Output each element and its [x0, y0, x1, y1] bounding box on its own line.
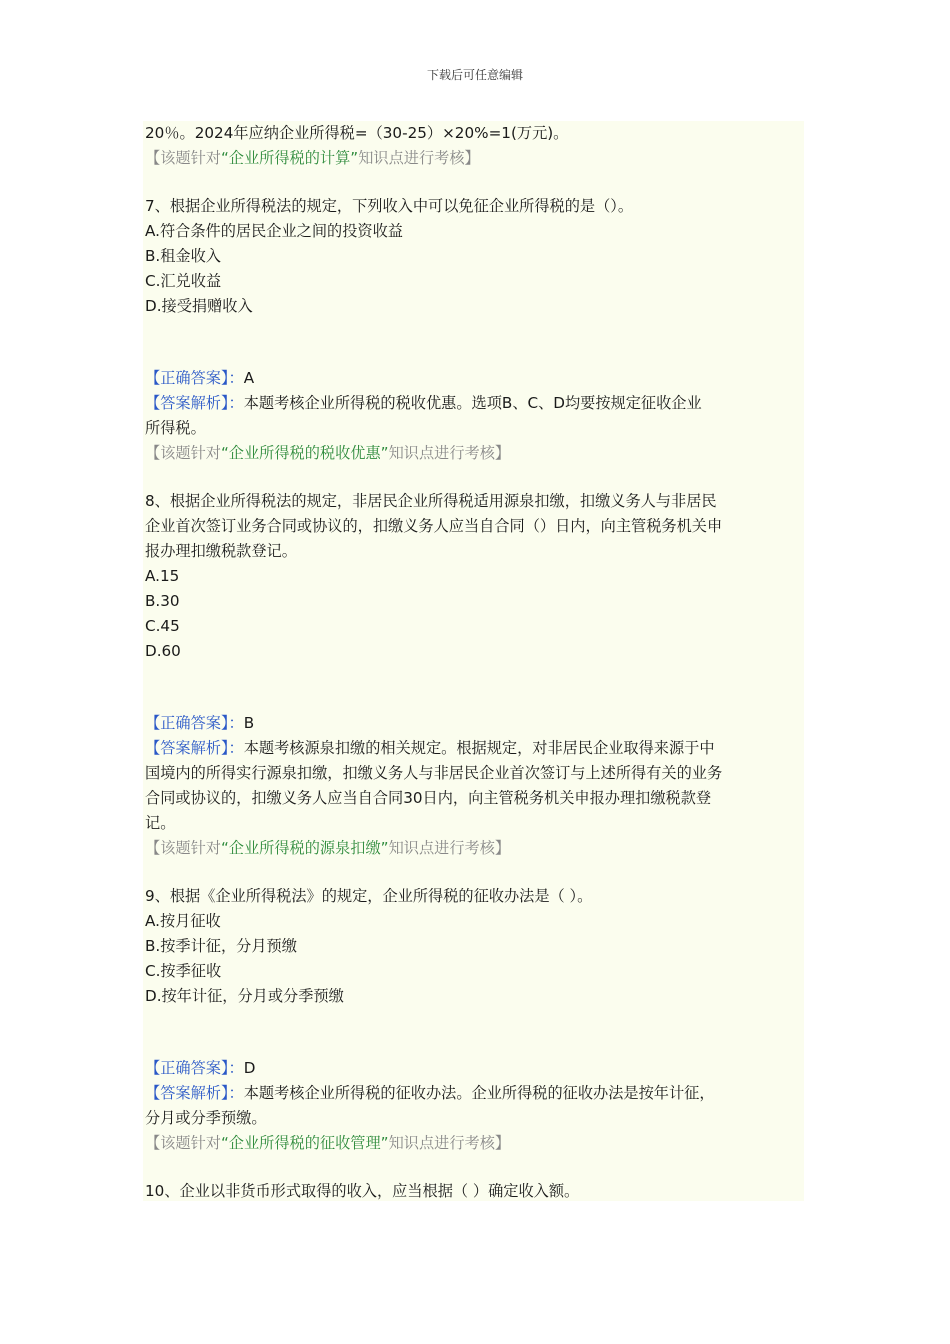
option-a: A.15: [145, 567, 180, 585]
note-suffix: 知识点进行考核】: [388, 839, 511, 857]
correct-answer-label: 【正确答案】：: [145, 369, 244, 387]
page-header: 下载后可任意编辑: [426, 68, 523, 82]
option-b: B.按季计征，分月预缴: [145, 937, 297, 955]
option-a: A.符合条件的居民企业之间的投资收益: [145, 222, 403, 240]
correct-answer-label: 【正确答案】：: [145, 714, 244, 732]
question-7: 7、根据企业所得税法的规定，下列收入中可以免征企业所得税的是（）。: [145, 197, 634, 215]
note-topic: “企业所得税的征收管理”: [220, 1134, 389, 1152]
note-suffix: 知识点进行考核】: [358, 149, 480, 167]
note-topic: “企业所得税的税收优惠”: [220, 444, 389, 462]
calc-result-line: 20％。2024年应纳企业所得税=（30-25）×20%=1(万元)。: [145, 124, 569, 142]
note-topic: “企业所得税的源泉扣缴”: [220, 839, 389, 857]
answer-analysis: [145, 391, 804, 416]
correct-answer: [145, 366, 804, 391]
knowledge-note: [145, 836, 804, 861]
correct-answer-value: D: [243, 1059, 256, 1077]
correct-answer: [145, 1056, 804, 1081]
analysis-continuation: 合同或协议的，扣缴义务人应当自合同30日内，向主管税务机关申报办理扣缴税款登: [145, 789, 712, 807]
option-b: B.租金收入: [145, 247, 221, 265]
analysis-label: 【答案解析】：: [145, 739, 244, 757]
option-d: D.按年计征，分月或分季预缴: [145, 987, 344, 1005]
knowledge-note: [145, 146, 804, 171]
analysis-continuation: 所得税。: [145, 419, 206, 437]
note-suffix: 知识点进行考核】: [388, 1134, 511, 1152]
note-prefix: 【该题针对: [145, 444, 221, 462]
question-8-cont: 报办理扣缴税款登记。: [145, 542, 297, 560]
question-9: 9、根据《企业所得税法》的规定，企业所得税的征收办法是（ ）。: [145, 887, 593, 905]
analysis-text: 本题考核源泉扣缴的相关规定。根据规定，对非居民企业取得来源于中: [243, 739, 715, 757]
knowledge-note: [145, 441, 804, 466]
option-c: C.45: [145, 617, 180, 635]
question-10: 10、企业以非货币形式取得的收入，应当根据（ ）确定收入额。: [145, 1182, 580, 1200]
answer-analysis: [145, 736, 804, 761]
correct-answer: [145, 711, 804, 736]
option-a: A.按月征收: [145, 912, 221, 930]
knowledge-note: [145, 1131, 804, 1156]
question-content: [143, 121, 804, 1201]
question-8-cont: 企业首次签订业务合同或协议的，扣缴义务人应当自合同（）日内，向主管税务机关申: [145, 517, 723, 535]
option-d: D.接受捐赠收入: [145, 297, 253, 315]
option-b: B.30: [145, 592, 180, 610]
analysis-text: 本题考核企业所得税的税收优惠。选项B、C、D均要按规定征收企业: [243, 394, 702, 412]
analysis-continuation: 分月或分季预缴。: [145, 1109, 267, 1127]
option-c: C.按季征收: [145, 962, 222, 980]
option-c: C.汇兑收益: [145, 272, 222, 290]
analysis-text: 本题考核企业所得税的征收办法。企业所得税的征收办法是按年计征，: [243, 1084, 715, 1102]
note-prefix: 【该题针对: [145, 149, 221, 167]
correct-answer-label: 【正确答案】：: [145, 1059, 244, 1077]
analysis-continuation: 国境内的所得实行源泉扣缴，扣缴义务人与非居民企业首次签订与上述所得有关的业务: [145, 764, 723, 782]
note-prefix: 【该题针对: [145, 1134, 221, 1152]
option-d: D.60: [145, 642, 181, 660]
note-prefix: 【该题针对: [145, 839, 221, 857]
answer-analysis: [145, 1081, 804, 1106]
analysis-label: 【答案解析】：: [145, 394, 244, 412]
question-8: 8、根据企业所得税法的规定，非居民企业所得税适用源泉扣缴，扣缴义务人与非居民: [145, 492, 717, 510]
note-topic: “企业所得税的计算”: [220, 149, 359, 167]
analysis-label: 【答案解析】：: [145, 1084, 244, 1102]
note-suffix: 知识点进行考核】: [388, 444, 511, 462]
analysis-continuation: 记。: [145, 814, 176, 832]
correct-answer-value: B: [243, 714, 255, 732]
correct-answer-value: A: [243, 369, 255, 387]
